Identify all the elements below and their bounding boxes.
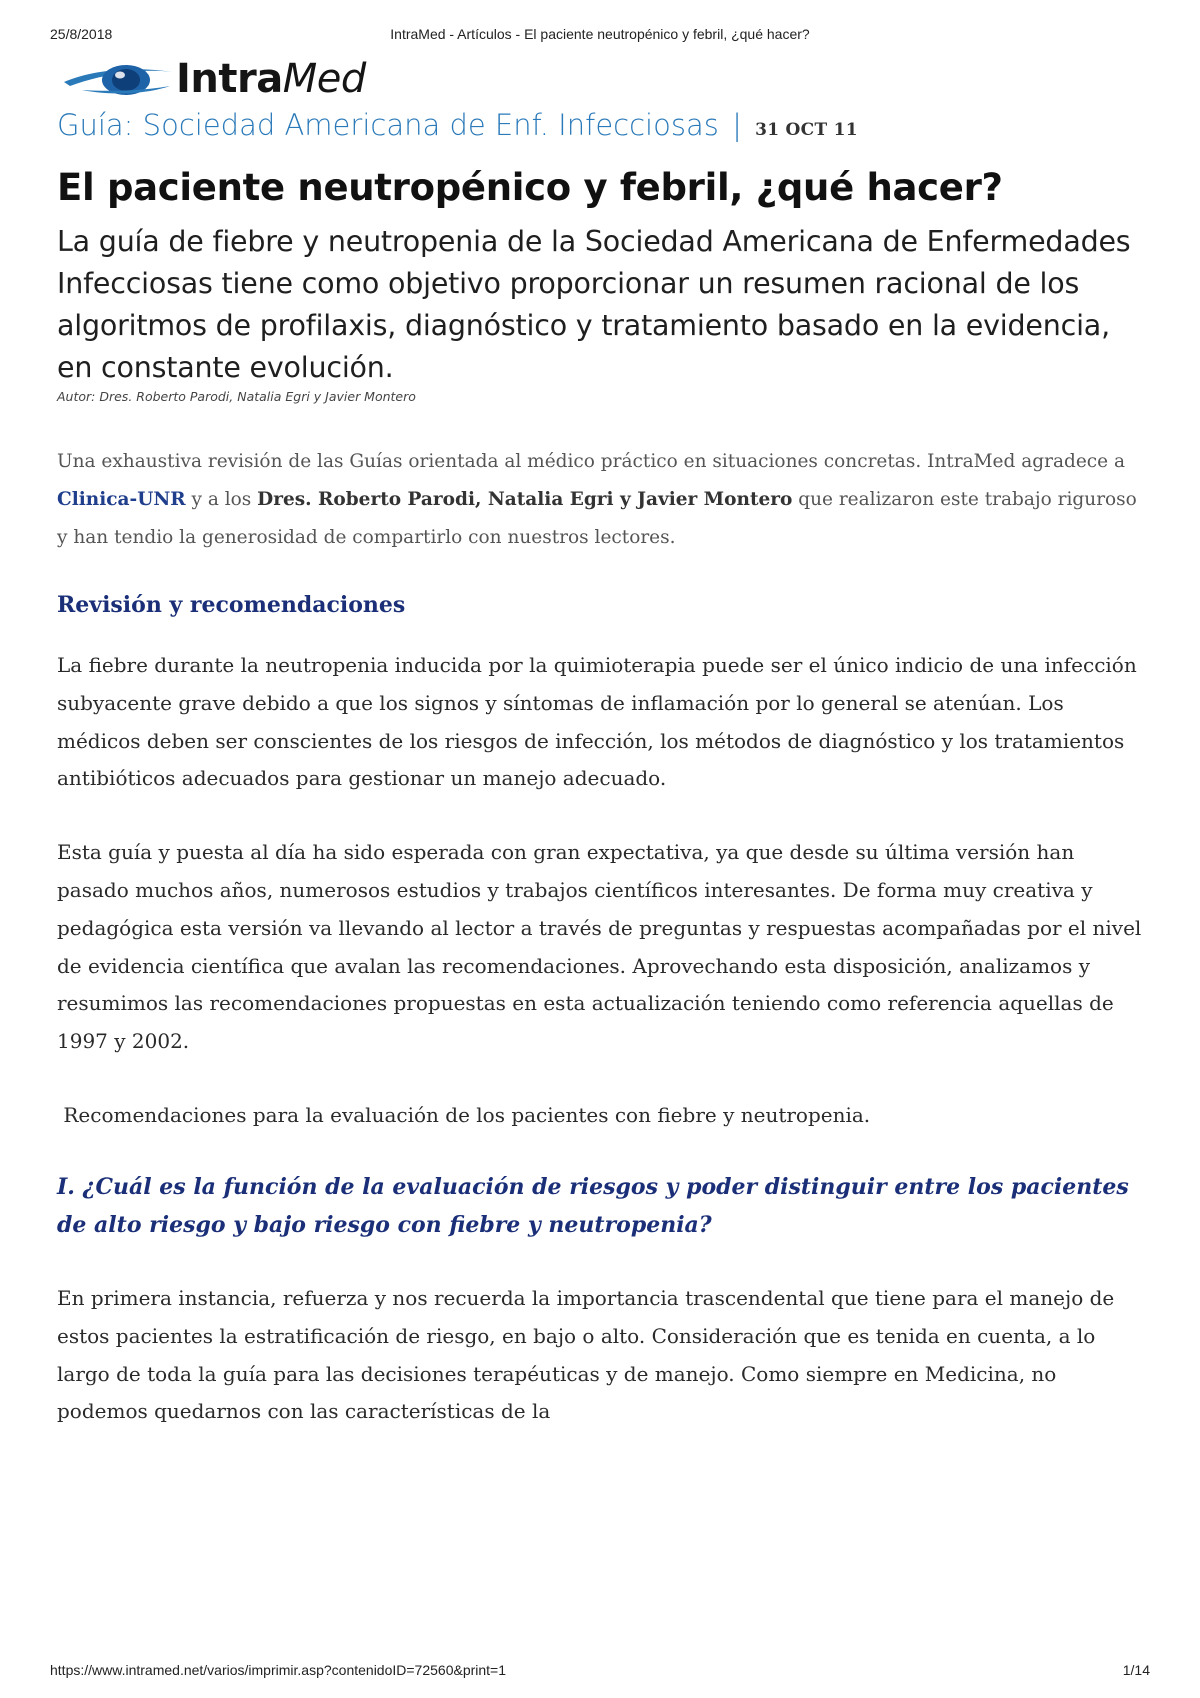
- print-date: 25/8/2018: [50, 26, 113, 42]
- clinica-unr-link[interactable]: Clinica-UNR: [57, 489, 186, 510]
- paragraph-2: Esta guía y puesta al día ha sido esperada con gran expectativa, ya que desde su última versión han pasado muchos años, numerosos estudios y trabajos científicos interesantes. De forma muy creativa y pedagógica esta versión va llevando al lector a través de preguntas y respuestas acompañadas por el nivel de evidencia científica que avalan las recomendaciones. Aprovechando esta disposición, analizamos y resumimos las recomendaciones propuestas en esta actualización teniendo como referencia aquellas de 1997 y 2002.: [57, 840, 1142, 1054]
- article-subtitle: La guía de fiebre y neutropenia de la Sociedad Americana de Enfermedades Infecciosas tiene como objetivo proporcionar un resumen racional de los algoritmos de profilaxis, diagnóstico y tratamiento basado en la evidencia, en constante evolución.: [57, 225, 1131, 384]
- logo-wordmark: IntraMed: [176, 56, 366, 102]
- article-date: 31 OCT 11: [755, 120, 858, 140]
- intramed-eye-logo-icon: [62, 60, 174, 100]
- article-intro: Una exhaustiva revisión de las Guías orientada al médico práctico en situaciones concretas. IntraMed agradece a Clinica-UNR y a los Dres. Roberto Parodi, Natalia Egri y Javier Montero que realizaron este trabajo riguroso y han tendio la generosidad de compartirlo con nuestros lectores.: [57, 451, 1137, 548]
- article-kicker: [57, 104, 1147, 151]
- article-title: El paciente neutropénico y febril, ¿qué hacer?: [57, 166, 1003, 209]
- intramed-logo[interactable]: [62, 58, 382, 102]
- print-page-title: IntraMed - Artículos - El paciente neutropénico y febril, ¿qué hacer?: [390, 26, 810, 42]
- section-heading: Revisión y recomendaciones: [57, 592, 406, 618]
- guide-source-link[interactable]: Guía: Sociedad Americana de Enf. Infecciosas: [57, 108, 719, 142]
- print-url: https://www.intramed.net/varios/imprimir.asp?contenidoID=72560&print=1: [50, 1662, 507, 1678]
- paragraph-1: La fiebre durante la neutropenia inducida por la quimioterapia puede ser el único indicio de una infección subyacente grave debido a que los signos y síntomas de inflamación por lo general se atenúan. Los médicos deben ser conscientes de los riesgos de infección, los métodos de diagnóstico y los tratamientos antibióticos adecuados para gestionar un manejo adecuado.: [57, 653, 1137, 791]
- question-1-heading: I. ¿Cuál es la función de la evaluación de riesgos y poder distinguir entre los pacientes de alto riesgo y bajo riesgo con fiebre y neutropenia?: [57, 1173, 1129, 1238]
- recommendations-intro: Recomendaciones para la evaluación de los pacientes con fiebre y neutropenia.: [63, 1102, 871, 1127]
- article: [57, 104, 1147, 1431]
- print-footer: [50, 1662, 1150, 1682]
- paragraph-3: En primera instancia, refuerza y nos recuerda la importancia trascendental que tiene para el manejo de estos pacientes la estratificación de riesgo, en bajo o alto. Consideración que es tenida en cuenta, a lo largo de toda la guía para las decisiones terapéuticas y de manejo. Como siempre en Medicina, no podemos quedarnos con las características de la: [57, 1285, 1115, 1424]
- print-header: [50, 26, 1150, 46]
- article-author: Autor: Dres. Roberto Parodi, Natalia Egri y Javier Montero: [57, 389, 416, 404]
- print-page-number: 1/14: [1122, 1662, 1150, 1678]
- authors-names: Dres. Roberto Parodi, Natalia Egri y Javier Montero: [257, 489, 793, 510]
- kicker-separator: |: [732, 108, 742, 142]
